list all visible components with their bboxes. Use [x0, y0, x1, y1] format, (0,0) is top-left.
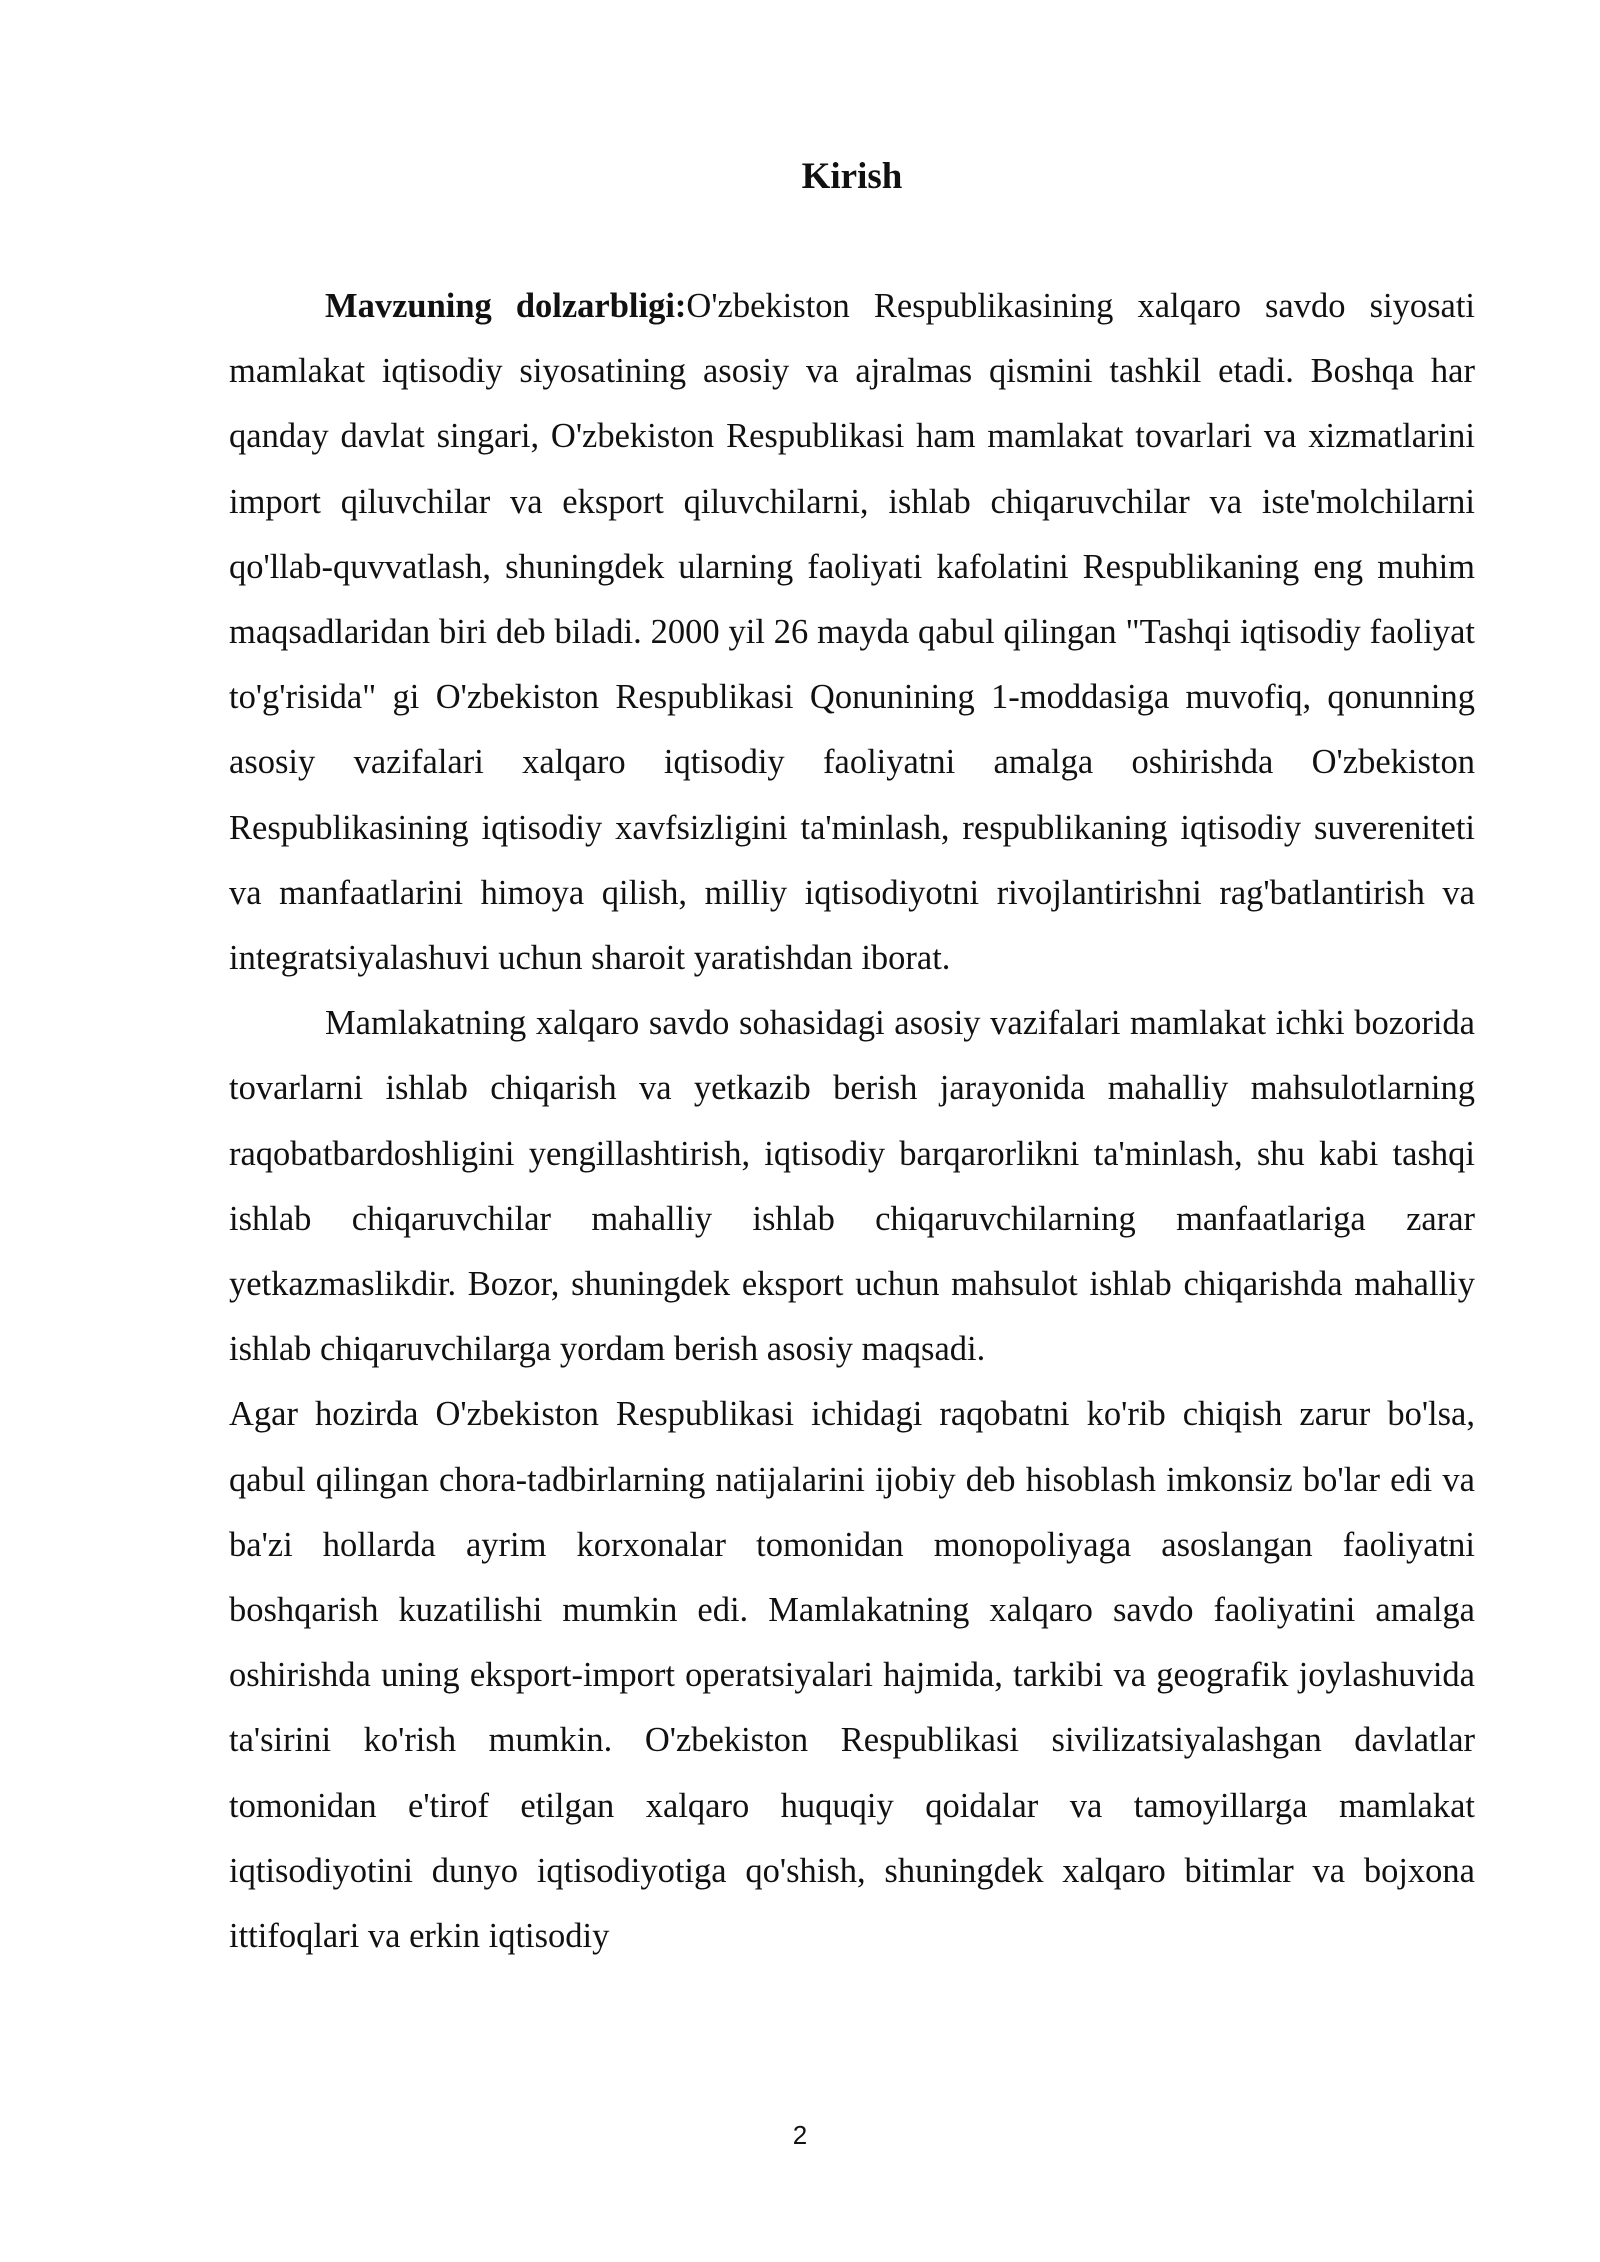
paragraph-text: Mamlakatning xalqaro savdo sohasidagi asosiy vazifalari mamlakat ichki bozorida tovarlarni ishlab chiqarish va yetkazib berish jarayonida mahalliy mahsulotlarning raqobatbardoshligini yengillashtirish, iqtisodiy barqarorlikni ta'minlash, shu kabi tashqi ishlab chiqaruvchilar mahalliy ishlab chiqaruvchilarning manfaatlariga zarar yetkazmaslikdir. Bozor, shuningdek eksport uchun mahsulot ishlab chiqarishda mahalliy ishlab chiqaruvchilarga yordam berish asosiy maqsadi. — [229, 1004, 1475, 1369]
paragraph-relevance — [229, 274, 1475, 991]
page-content — [229, 148, 1475, 1969]
paragraph-text: Agar hozirda O'zbekiston Respublikasi ichidagi raqobatni ko'rib chiqish zarur bo'lsa, qabul qilingan chora-tadbirlarning natijalarini ijobiy deb hisoblash imkonsiz bo'lar edi va ba'zi hollarda ayrim korxonalar tomonidan monopoliyaga asoslangan faoliyatni boshqarish kuzatilishi mumkin edi. Mamlakatning xalqaro savdo faoliyatini amalga oshirishda uning eksport-import operatsiyalari hajmida, tarkibi va geografik joylashuvida ta'sirini ko'rish mumkin. O'zbekiston Respublikasi sivilizatsiyalashgan davlatlar tomonidan e'tirof etilgan xalqaro huquqiy qoidalar va tamoyillarga mamlakat iqtisodiyotini dunyo iqtisodiyotiga qo'shish, shuningdek xalqaro bitimlar va bojxona ittifoqlari va erkin iqtisodiy — [229, 1395, 1475, 1956]
paragraph-text: O'zbekiston Respublikasining xalqaro savdo siyosati mamlakat iqtisodiy siyosatining asosiy va ajralmas qismini tashkil etadi. Boshqa har qanday davlat singari, O'zbekiston Respublikasi ham mamlakat tovarlari va xizmatlarini import qiluvchilar va eksport qiluvchilarni, ishlab chiqaruvchilar va iste'molchilarni qo'llab-quvvatlash, shuningdek ularning faoliyati kafolatini Respublikaning eng muhim maqsadlaridan biri deb biladi. 2000 yil 26 mayda qabul qilingan "Tashqi iqtisodiy faoliyat to'g'risida" gi O'zbekiston Respublikasi Qonunining 1-moddasiga muvofiq, qonunning asosiy vazifalari xalqaro iqtisodiy faoliyatni amalga oshirishda O'zbekiston Respublikasining iqtisodiy xavfsizligini ta'minlash, respublikaning iqtisodiy suvereniteti va manfaatlarini himoya qilish, milliy iqtisodiyotni rivojlantirishni rag'batlantirish va integratsiyalashuvi uchun sharoit yaratishdan iborat. — [229, 287, 1475, 978]
paragraph-competition — [229, 1382, 1475, 1969]
page-title: Kirish — [801, 156, 903, 197]
paragraph-trade-tasks — [229, 991, 1475, 1382]
page-number: 2 — [792, 2120, 808, 2150]
paragraph-lead: Mavzuning dolzarbligi: — [325, 287, 687, 325]
